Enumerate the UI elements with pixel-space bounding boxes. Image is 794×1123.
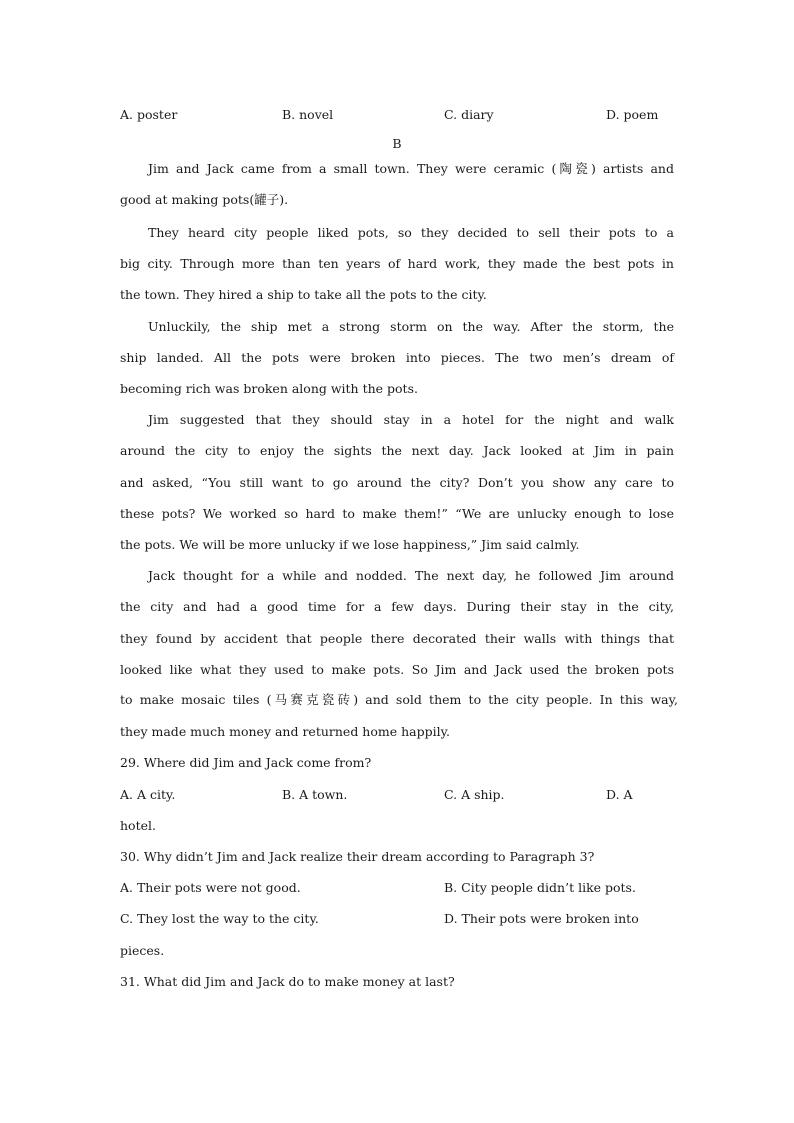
q30-option-a: A. Their pots were not good. [120,880,301,895]
passage-line: the city and had a good time for a few days. During their stay in the city, [120,599,674,614]
q29-option-d-wrap: hotel. [120,818,156,833]
question-30-stem: 30. Why didn’t Jim and Jack realize their dream according to Paragraph 3? [120,849,595,864]
q29-option-d: D. A [606,787,633,802]
passage-line: They heard city people liked pots, so they decided to sell their pots to a [148,225,674,240]
passage-line: Jim suggested that they should stay in a hotel for the night and walk [148,412,674,427]
question-31-stem: 31. What did Jim and Jack do to make money at last? [120,974,455,989]
passage-line: Jack thought for a while and nodded. The next day, he followed Jim around [148,568,674,583]
passage-line: and asked, “You still want to go around the city? Don’t you show any care to [120,475,674,490]
passage-line: these pots? We worked so hard to make them!” “We are unlucky enough to lose [120,506,674,521]
passage-line: Unluckily, the ship met a strong storm on the way. After the storm, the [148,319,674,334]
passage-line: they made much money and returned home happily. [120,724,450,739]
passage-line: looked like what they used to make pots. So Jim and Jack used the broken pots [120,662,674,677]
option-d-poem: D. poem [606,107,659,122]
q29-option-b: B. A town. [282,787,348,802]
q29-option-a: A. A city. [120,787,176,802]
passage-line: becoming rich was broken along with the pots. [120,381,418,396]
passage-line: ship landed. All the pots were broken into pieces. The two men’s dream of [120,350,674,365]
passage-line: good at making pots(罐子). [120,192,289,207]
q30-option-c: C. They lost the way to the city. [120,911,319,926]
passage-line: the town. They hired a ship to take all the pots to the city. [120,287,487,302]
option-c-diary: C. diary [444,107,494,122]
option-b-novel: B. novel [282,107,334,122]
passage-line: big city. Through more than ten years of hard work, they made the best pots in [120,256,674,271]
passage-line: they found by accident that people there decorated their walls with things that [120,631,674,646]
q30-option-d-wrap: pieces. [120,943,165,958]
passage-line: to make mosaic tiles (马赛克瓷砖) and sold them to the city people. In this way, [120,692,678,707]
q30-option-b: B. City people didn’t like pots. [444,880,636,895]
option-a-poster: A. poster [120,107,178,122]
passage-line: around the city to enjoy the sights the next day. Jack looked at Jim in pain [120,443,674,458]
passage-line: the pots. We will be more unlucky if we lose happiness,” Jim said calmly. [120,537,580,552]
q29-option-c: C. A ship. [444,787,505,802]
q30-option-d: D. Their pots were broken into [444,911,639,926]
passage-line: Jim and Jack came from a small town. They were ceramic (陶瓷) artists and [148,161,674,176]
question-29-stem: 29. Where did Jim and Jack come from? [120,755,372,770]
section-label: B [392,136,402,151]
